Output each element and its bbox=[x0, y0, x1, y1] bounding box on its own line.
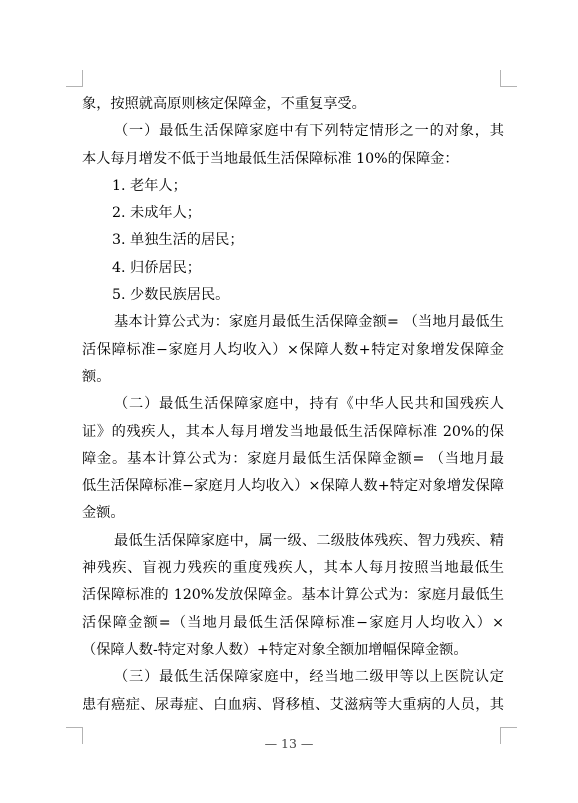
text-line: 象，按照就高原则核定保障金，不重复享受。 bbox=[82, 96, 366, 112]
text-line: （三）最低生活保障家庭中，经当地二级甲等以上医院认定 bbox=[114, 669, 504, 686]
list-item: 4. 归侨居民； bbox=[112, 259, 201, 276]
text-line: 障金。基本计算公式为：家庭月最低生活保障金额= （当地月最 bbox=[82, 450, 504, 467]
text-line: 基本计算公式为：家庭月最低生活保障金额= （当地月最低生 bbox=[114, 314, 504, 331]
crop-mark-top-right bbox=[500, 70, 517, 87]
text-line: （二）最低生活保障家庭中，持有《中华人民共和国残疾人 bbox=[114, 396, 504, 413]
text-line: 活保障标准的 120%发放保障金。基本计算公式为：家庭月最低生 bbox=[82, 587, 504, 604]
list-item: 5. 少数民族居民。 bbox=[112, 287, 230, 304]
text-line: 金额。 bbox=[82, 505, 125, 522]
text-line: （保障人数-特定对象人数）+特定对象全额加增幅保障金额。 bbox=[82, 641, 468, 658]
list-item: 3. 单独生活的居民； bbox=[112, 232, 244, 249]
text-line: （一）最低生活保障家庭中有下列特定情形之一的对象，其 bbox=[114, 123, 504, 140]
text-line: 活保障标准−家庭月人均收入）×保障人数+特定对象增发保障金 bbox=[82, 341, 504, 358]
text-line: 额。 bbox=[82, 368, 111, 385]
crop-mark-top-left bbox=[66, 70, 83, 87]
list-item: 1. 老年人； bbox=[112, 177, 187, 194]
text-line: 活保障金额=（当地月最低生活保障标准−家庭月人均收入）× bbox=[82, 614, 504, 631]
list-item: 2. 未成年人； bbox=[112, 205, 201, 222]
text-line: 神残疾、盲视力残疾的重度残疾人，其本人每月按照当地最低生 bbox=[82, 560, 504, 577]
text-line: 本人每月增发不低于当地最低生活保障标准 10%的保障金： bbox=[82, 150, 459, 167]
text-line: 最低生活保障家庭中，属一级、二级肢体残疾、智力残疾、精 bbox=[114, 532, 504, 549]
text-line: 患有癌症、尿毒症、白血病、肾移植、艾滋病等大重病的人员，其 bbox=[82, 696, 504, 713]
page-number: — 13 — bbox=[264, 736, 314, 751]
text-line: 低生活保障标准−家庭月人均收入）×保障人数+特定对象增发保障 bbox=[82, 478, 504, 495]
text-line: 证》的残疾人，其本人每月增发当地最低生活保障标准 20%的保 bbox=[82, 423, 504, 440]
body-text bbox=[82, 91, 504, 719]
